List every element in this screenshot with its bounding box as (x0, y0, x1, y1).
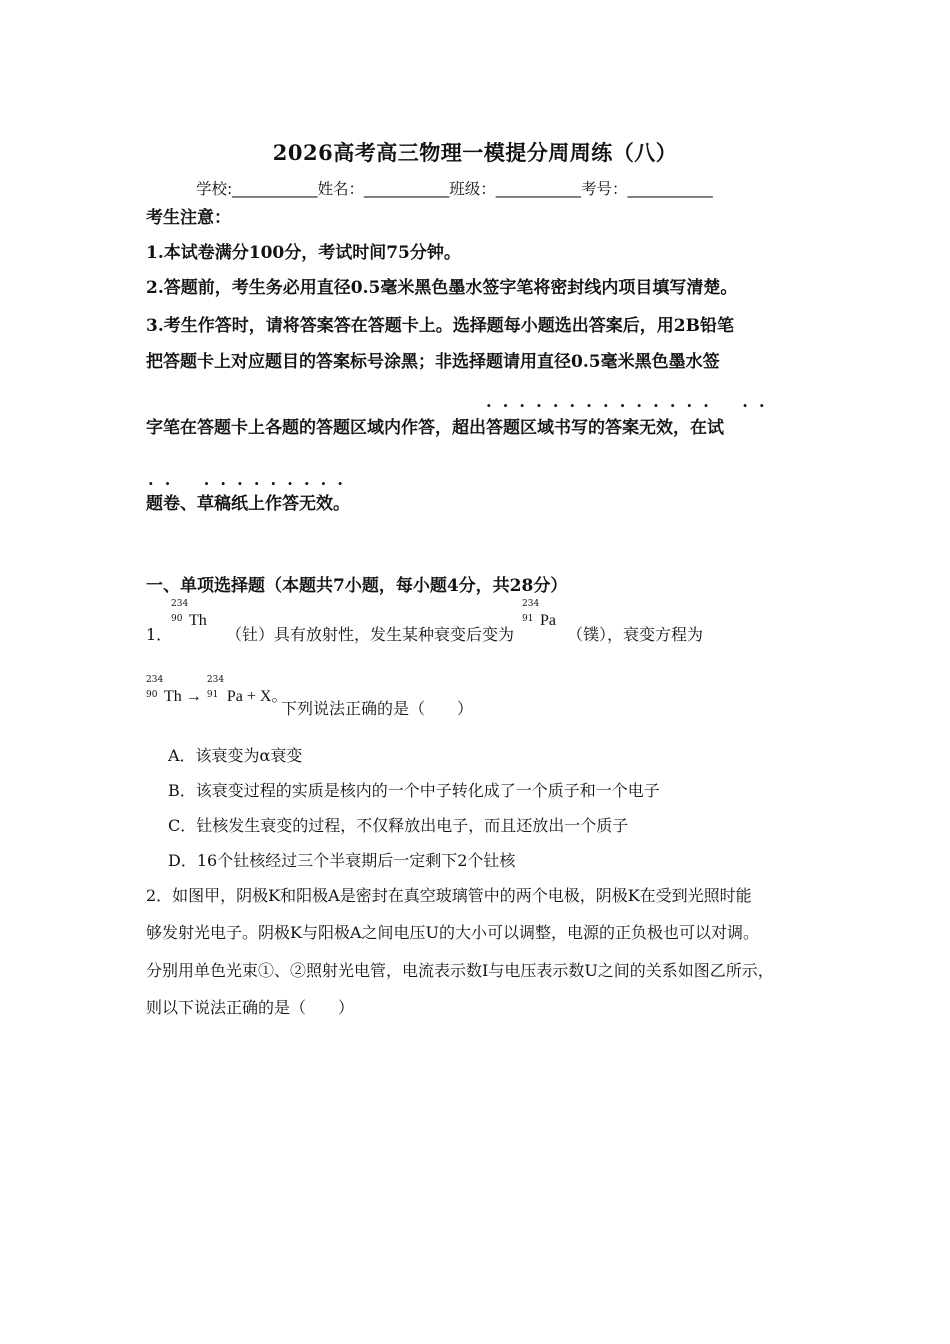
q1-number: 1． (146, 625, 173, 644)
emphasis-dots-1: . . . . . . . . . . . . . . . . (486, 392, 765, 411)
section-1-heading: 一、单项选择题（本题共7小题，每小题4分，共28分） (146, 576, 568, 596)
q1-option-c: C．钍核发生衰变的过程，不仅释放出电子，而且还放出一个质子 (168, 816, 629, 835)
notice-item-3-line-1: 3.考生作答时，请将答案答在答题卡上。选择题每小题选出答案后，用2B铅笔 (146, 316, 734, 336)
equation-left: Th → (164, 688, 202, 705)
emphasis-dots-2: . . . . . . . . . . . (148, 470, 343, 489)
q2-line-1: 2．如图甲，阴极K和阳极A是密封在真空玻璃管中的两个电极，阴极K在受到光照时能 (146, 886, 752, 905)
notice-item-3-line-3: 字笔在答题卡上各题的答题区域内作答，超出答题区域书写的答案无效，在试 (146, 418, 724, 438)
q1-text-c: 下列说法正确的是（ ） (281, 699, 474, 718)
pa-mass-number: 234 (522, 599, 540, 609)
equation-right: Pa + X。 (226, 688, 288, 705)
q1-decay-equation: 234 90 Th → 234 91 Pa + X。 (146, 675, 288, 705)
th-symbol: Th (189, 612, 207, 629)
notice-item-2: 2.答题前，考生务必用直径0.5毫米黑色墨水签字笔将密封线内项目填写清楚。 (146, 278, 738, 298)
student-info-line: 学校:___________姓名：___________班级：___________考号：___________ (196, 180, 713, 198)
q1-text-b: （镤），衰变方程为 (567, 625, 704, 644)
notice-item-3-line-2: 把答题卡上对应题目的答案标号涂黑；非选择题请用直径0.5毫米黑色墨水签 (146, 352, 720, 372)
q2-line-2: 够发射光电子。阴极K与阳极A之间电压U的大小可以调整，电源的正负极也可以对调。 (146, 923, 759, 942)
notice-item-3-line-4: 题卷、草稿纸上作答无效。 (146, 494, 350, 514)
q1-option-d: D．16个钍核经过三个半衰期后一定剩下2个钍核 (168, 851, 516, 870)
notice-item-1: 1.本试卷满分100分，考试时间75分钟。 (146, 243, 461, 263)
q2-line-4: 则以下说法正确的是（ ） (146, 998, 355, 1017)
q1-protactinium-isotope (522, 599, 556, 630)
q1-option-a: A．该衰变为α衰变 (168, 746, 303, 765)
page-title: 2026高考高三物理一模提分周周练（八） (272, 140, 678, 165)
q1-text-a: （钍）具有放射性，发生某种衰变后变为 (226, 625, 515, 644)
th-atomic-number: 90 (171, 614, 183, 624)
pa-symbol: Pa (540, 612, 556, 629)
pa-atomic-number: 91 (522, 614, 534, 624)
q1-option-b: B．该衰变过程的实质是核内的一个中子转化成了一个质子和一个电子 (168, 781, 660, 800)
q2-line-3: 分别用单色光束①、②照射光电管，电流表示数I与电压表示数U之间的关系如图乙所示， (146, 961, 774, 980)
th-mass-number: 234 (171, 599, 189, 609)
q1-thorium-isotope (171, 599, 207, 630)
notice-heading: 考生注意： (146, 208, 231, 228)
